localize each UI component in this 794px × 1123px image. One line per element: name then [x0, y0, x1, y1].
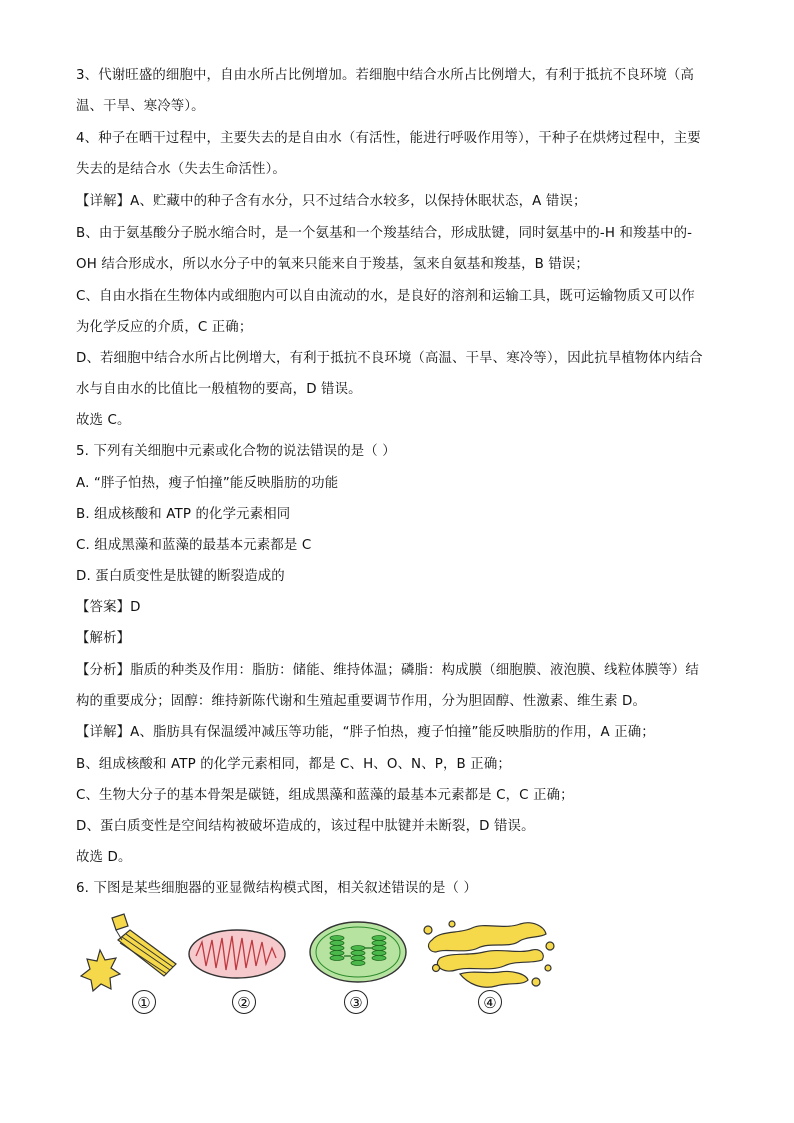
question-stem: 5. 下列有关细胞中元素或化合物的说法错误的是（ ） — [76, 444, 396, 459]
text-line: C、自由水指在生物体内或细胞内可以自由流动的水，是良好的溶剂和运输工具，既可运输物质又可以作 — [76, 289, 695, 304]
option-a: A. “胖子怕热，瘦子怕撞”能反映脂肪的功能 — [76, 476, 339, 491]
text-line: 【分析】脂质的种类及作用：脂肪：储能、维持体温；磷脂：构成膜（细胞膜、液泡膜、线粒体膜等）结 — [76, 663, 699, 678]
analysis-heading: 【解析】 — [76, 631, 131, 646]
text-line: 【详解】A、脂肪具有保温缓冲减压等功能，“胖子怕热，瘦子怕撞”能反映脂肪的作用，A 正确； — [76, 725, 655, 740]
question-stem: 6. 下图是某些细胞器的亚显微结构模式图，相关叙述错误的是（ ） — [76, 881, 478, 896]
text-line: 故选 C。 — [76, 413, 131, 428]
text-line: 失去的是结合水（失去生命活性）。 — [76, 162, 286, 177]
answer-line: 【答案】D — [76, 600, 141, 615]
chloroplast-icon — [310, 922, 406, 982]
text-line: B、由于氨基酸分子脱水缩合时，是一个氨基和一个羧基结合，形成肽键，同时氨基中的-H 和羧基中的- — [76, 226, 693, 241]
figure-label-2: ② — [232, 990, 256, 1014]
text-line: 故选 D。 — [76, 850, 132, 865]
text-line: 构的重要成分；固醇：维持新陈代谢和生殖起重要调节作用，分为胆固醇、性激素、维生素 D。 — [76, 694, 647, 709]
figure-label-3: ③ — [344, 990, 368, 1014]
text-line: 温、干旱、寒冷等）。 — [76, 99, 205, 114]
option-b: B. 组成核酸和 ATP 的化学元素相同 — [76, 507, 291, 522]
mitochondrion-icon — [189, 930, 285, 978]
text-line: 为化学反应的介质，C 正确； — [76, 320, 253, 335]
option-c: C. 组成黑藻和蓝藻的最基本元素都是 C — [76, 538, 312, 553]
centriole-icon — [81, 914, 176, 991]
figure-label-4: ④ — [478, 990, 502, 1014]
text-line: OH 结合形成水，所以水分子中的氧来只能来自于羧基，氢来自氨基和羧基，B 错误； — [76, 257, 589, 272]
option-d: D. 蛋白质变性是肽键的断裂造成的 — [76, 569, 285, 584]
figure-label-1: ① — [132, 990, 156, 1014]
golgi-apparatus-icon — [424, 921, 554, 987]
text-line: 3、代谢旺盛的细胞中，自由水所占比例增加。若细胞中结合水所占比例增大，有利于抵抗不良环境（高 — [76, 68, 694, 83]
text-line: 【详解】A、贮藏中的种子含有水分，只不过结合水较多，以保持休眠状态，A 错误； — [76, 194, 587, 209]
text-line: 水与自由水的比值比一般植物的要高，D 错误。 — [76, 382, 362, 397]
text-line: C、生物大分子的基本骨架是碳链，组成黑藻和蓝藻的最基本元素都是 C，C 正确； — [76, 788, 574, 803]
text-line: 4、种子在晒干过程中，主要失去的是自由水（有活性，能进行呼吸作用等），干种子在烘烤过程中，主要 — [76, 131, 701, 146]
text-line: D、蛋白质变性是空间结构被破坏造成的，该过程中肽键并未断裂，D 错误。 — [76, 819, 535, 834]
text-line: D、若细胞中结合水所占比例增大，有利于抵抗不良环境（高温、干旱、寒冷等），因此抗旱植物体内结合 — [76, 351, 703, 366]
text-line: B、组成核酸和 ATP 的化学元素相同，都是 C、H、O、N、P，B 正确； — [76, 757, 511, 772]
